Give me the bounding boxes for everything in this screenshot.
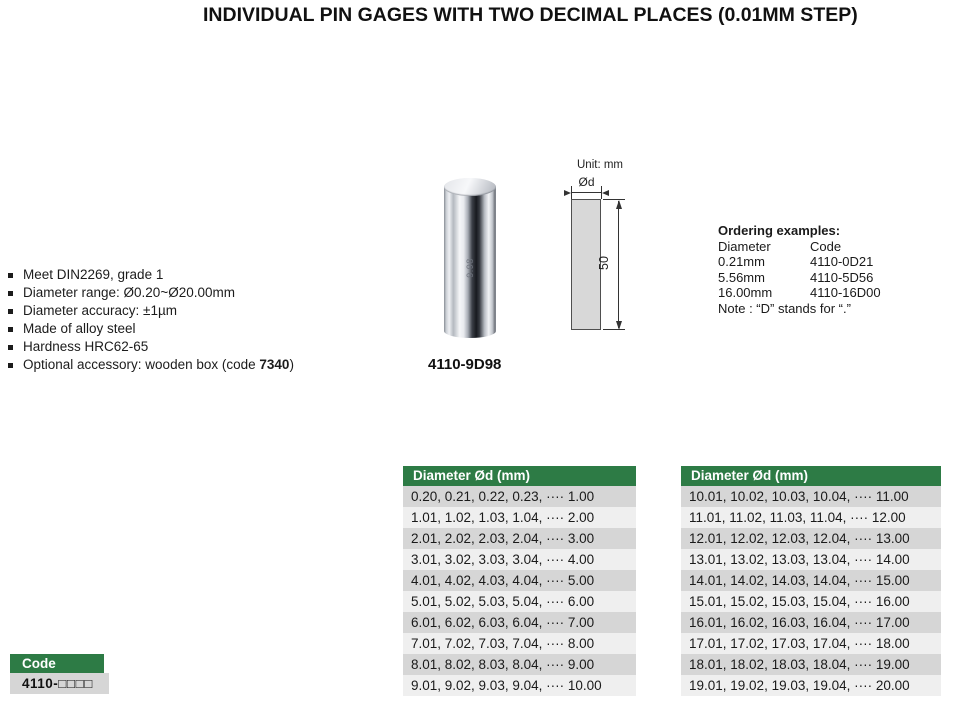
ordering-examples-title: Ordering examples: <box>718 223 841 238</box>
diameter-table-1 <box>403 466 636 696</box>
dimension-tick <box>571 186 572 199</box>
table-row: 5.01, 5.02, 5.03, 5.04, ···· 6.00 <box>403 591 636 612</box>
feature-text: Hardness HRC62-65 <box>23 339 149 354</box>
diameter-dimension-line <box>571 192 602 193</box>
feature-text: Meet DIN2269, grade 1 <box>23 267 164 282</box>
table-row: 0.20, 0.21, 0.22, 0.23, ···· 1.00 <box>403 486 636 507</box>
feature-text: Made of alloy steel <box>23 321 136 336</box>
ordering-code: 4110-0D21 <box>810 254 874 269</box>
table-row: 16.01, 16.02, 16.03, 16.04, ···· 17.00 <box>681 612 941 633</box>
table-row: 8.01, 8.02, 8.03, 8.04, ···· 9.00 <box>403 654 636 675</box>
table-row: 14.01, 14.02, 14.03, 14.04, ···· 15.00 <box>681 570 941 591</box>
feature-list <box>8 266 368 374</box>
table-header: Diameter Ød (mm) <box>681 466 941 486</box>
feature-item <box>8 266 368 284</box>
table-row: 1.01, 1.02, 1.03, 1.04, ···· 2.00 <box>403 507 636 528</box>
ordering-note: Note : “D” stands for “.” <box>718 300 851 316</box>
dimension-arrow-icon <box>564 190 571 196</box>
ordering-code: 4110-16D00 <box>810 285 881 300</box>
table-row: 2.01, 2.02, 2.03, 2.04, ···· 3.00 <box>403 528 636 549</box>
ordering-examples <box>718 223 938 316</box>
table-row: 3.01, 3.02, 3.03, 3.04, ···· 4.00 <box>403 549 636 570</box>
table-row: 12.01, 12.02, 12.03, 12.04, ···· 13.00 <box>681 528 941 549</box>
page-title: INDIVIDUAL PIN GAGES WITH TWO DECIMAL PLACES (0.01MM STEP) <box>203 4 858 26</box>
table-row: 4.01, 4.02, 4.03, 4.04, ···· 5.00 <box>403 570 636 591</box>
height-dimension-label: 50 <box>597 256 611 270</box>
pin-engraving-text: 9.98 <box>465 257 475 278</box>
table-body <box>681 486 941 696</box>
table-row: 7.01, 7.02, 7.03, 7.04, ···· 8.00 <box>403 633 636 654</box>
ordering-diameter: 16.00mm <box>718 285 773 300</box>
ordering-code: 4110-5D56 <box>810 269 874 285</box>
code-block <box>10 654 109 694</box>
unit-label: Unit: mm <box>577 159 623 171</box>
feature-text: Diameter accuracy: ±1µm <box>23 303 177 318</box>
dimension-arrow-icon <box>602 190 609 196</box>
accessory-code: 7340 <box>259 357 290 372</box>
ordering-header-row <box>718 239 938 255</box>
table-row: 10.01, 10.02, 10.03, 10.04, ···· 11.00 <box>681 486 941 507</box>
ordering-row <box>718 285 938 301</box>
table-row: 13.01, 13.02, 13.03, 13.04, ···· 14.00 <box>681 549 941 570</box>
table-row: 6.01, 6.02, 6.03, 6.04, ···· 7.00 <box>403 612 636 633</box>
ordering-diameter: 5.56mm <box>718 269 765 285</box>
ordering-header-code: Code <box>810 238 842 254</box>
table-row: 18.01, 18.02, 18.03, 18.04, ···· 19.00 <box>681 654 941 675</box>
table-row: 15.01, 15.02, 15.03, 15.04, ···· 16.00 <box>681 591 941 612</box>
feature-text: Optional accessory: wooden box (code <box>23 357 260 372</box>
extension-line <box>603 329 625 330</box>
feature-item <box>8 338 368 356</box>
table-row: 17.01, 17.02, 17.03, 17.04, ···· 18.00 <box>681 633 941 654</box>
product-code-label: 4110-9D98 <box>428 356 502 373</box>
code-block-header: Code <box>10 654 104 673</box>
extension-line <box>603 199 625 200</box>
ordering-row <box>718 254 938 270</box>
ordering-row <box>718 270 938 286</box>
diameter-table-2 <box>681 466 941 696</box>
feature-text: ) <box>289 357 294 372</box>
ordering-diameter: 0.21mm <box>718 254 765 269</box>
dimension-arrow-icon <box>616 321 622 330</box>
feature-item <box>8 356 368 374</box>
pin-gage-top-face <box>444 178 496 196</box>
table-row: 9.01, 9.02, 9.03, 9.04, ···· 10.00 <box>403 675 636 696</box>
diameter-dimension-label: Ød <box>578 175 595 189</box>
table-row: 11.01, 11.02, 11.03, 11.04, ···· 12.00 <box>681 507 941 528</box>
code-block-value: 4110-□□□□ <box>10 673 109 694</box>
feature-text: Diameter range: Ø0.20~Ø20.00mm <box>23 285 235 300</box>
pin-gage-photo <box>444 178 496 338</box>
height-dimension-line <box>618 201 619 328</box>
feature-item <box>8 284 368 302</box>
feature-item <box>8 302 368 320</box>
feature-item <box>8 320 368 338</box>
table-row: 19.01, 19.02, 19.03, 19.04, ···· 20.00 <box>681 675 941 696</box>
ordering-header-diameter: Diameter <box>718 238 771 254</box>
dimension-arrow-icon <box>616 200 622 209</box>
table-body <box>403 486 636 696</box>
table-header: Diameter Ød (mm) <box>403 466 636 486</box>
